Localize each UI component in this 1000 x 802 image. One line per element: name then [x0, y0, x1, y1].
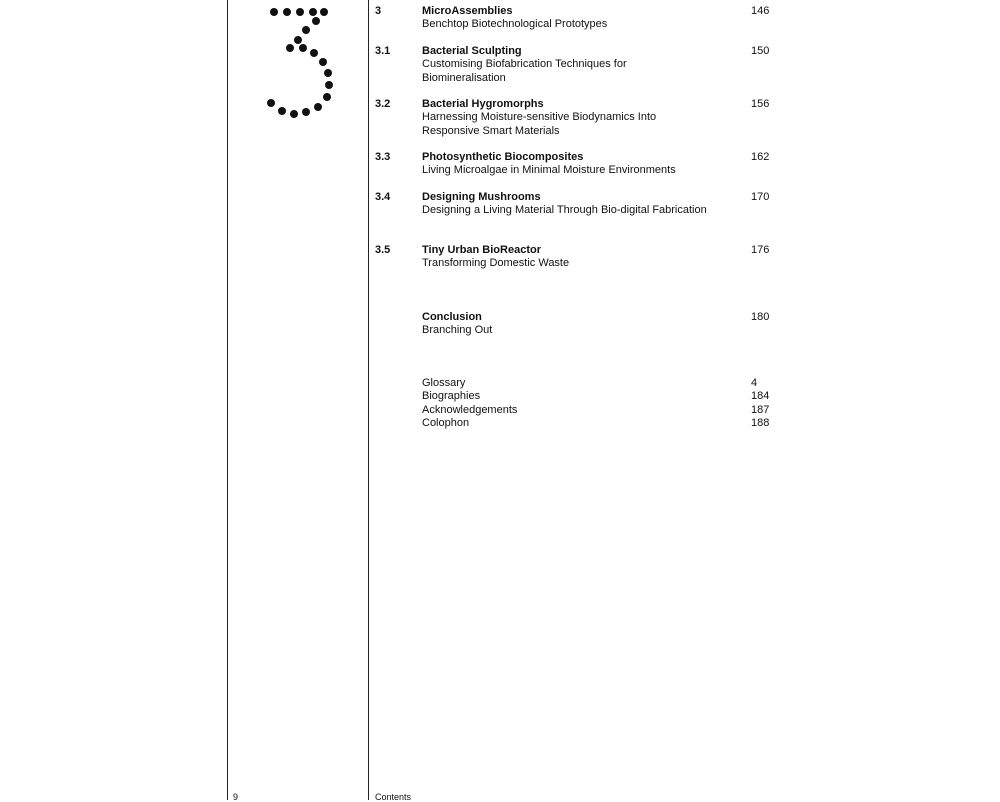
numeral-dot [290, 110, 298, 118]
back-matter-page-number: 4 [751, 377, 758, 389]
numeral-dot [320, 8, 328, 16]
section-subtitle: Harnessing Moisture-sensitive Biodynamics Into Responsive Smart Materials [422, 111, 657, 137]
numeral-dot [302, 108, 310, 116]
chapter-title: MicroAssemblies [422, 5, 513, 17]
numeral-dot [294, 36, 302, 44]
numeral-dot [267, 99, 275, 107]
conclusion-subtitle: Branching Out [422, 324, 493, 337]
page-folio-number: 9 [233, 792, 239, 802]
numeral-dot [324, 69, 332, 77]
back-matter-page-number: 187 [751, 403, 770, 416]
section-subtitle: Designing a Living Material Through Bio-digital Fabrication [422, 204, 707, 217]
section-title: Bacterial Hygromorphs [422, 98, 544, 110]
section-title: Designing Mushrooms [422, 191, 541, 203]
section-number: 3.1 [375, 45, 391, 57]
chapter-number: 3 [375, 5, 382, 17]
section-title: Bacterial Sculpting [422, 45, 522, 57]
section-number: 3.3 [375, 151, 391, 163]
back-matter-page-number: 188 [751, 417, 770, 430]
back-matter-label: Biographies [422, 390, 481, 403]
numeral-dot [310, 49, 318, 57]
numeral-dot [286, 44, 294, 52]
numeral-dot [314, 103, 322, 111]
section-page-number: 156 [751, 98, 770, 110]
conclusion-page-number: 180 [751, 311, 770, 323]
section-subtitle: Living Microalgae in Minimal Moisture Environments [422, 164, 676, 177]
back-matter-label: Acknowledgements [422, 403, 518, 416]
back-matter-page-number: 184 [751, 390, 770, 403]
numeral-dot [296, 8, 304, 16]
numeral-dot [319, 58, 327, 66]
numeral-dot [283, 8, 291, 16]
section-subtitle: Customising Biofabrication Techniques for Biomineralisation [422, 58, 627, 84]
section-number: 3.4 [375, 191, 391, 203]
section-number: 3.5 [375, 244, 391, 256]
section-page-number: 170 [751, 191, 770, 203]
numeral-dot [278, 107, 286, 115]
back-matter-label: Glossary [422, 377, 466, 389]
dotted-numeral-3-graphic [0, 0, 368, 130]
section-page-number: 150 [751, 45, 770, 57]
section-subtitle: Transforming Domestic Waste [422, 257, 570, 270]
middle-column-rule [368, 0, 369, 800]
back-matter-label: Colophon [422, 417, 470, 430]
conclusion-title: Conclusion [422, 311, 482, 323]
chapter-subtitle: Benchtop Biotechnological Prototypes [422, 18, 608, 31]
numeral-dot [309, 8, 317, 16]
running-head: Contents [375, 792, 412, 802]
section-page-number: 162 [751, 151, 770, 163]
numeral-dot [325, 81, 333, 89]
section-title: Tiny Urban BioReactor [422, 244, 541, 256]
section-title: Photosynthetic Biocomposites [422, 151, 584, 163]
chapter-page-number: 146 [751, 5, 770, 17]
numeral-dot [312, 17, 320, 25]
numeral-dot [270, 8, 278, 16]
numeral-dot [302, 26, 310, 34]
section-number: 3.2 [375, 98, 391, 110]
numeral-dot [299, 44, 307, 52]
section-page-number: 176 [751, 244, 770, 256]
numeral-dot [323, 93, 331, 101]
